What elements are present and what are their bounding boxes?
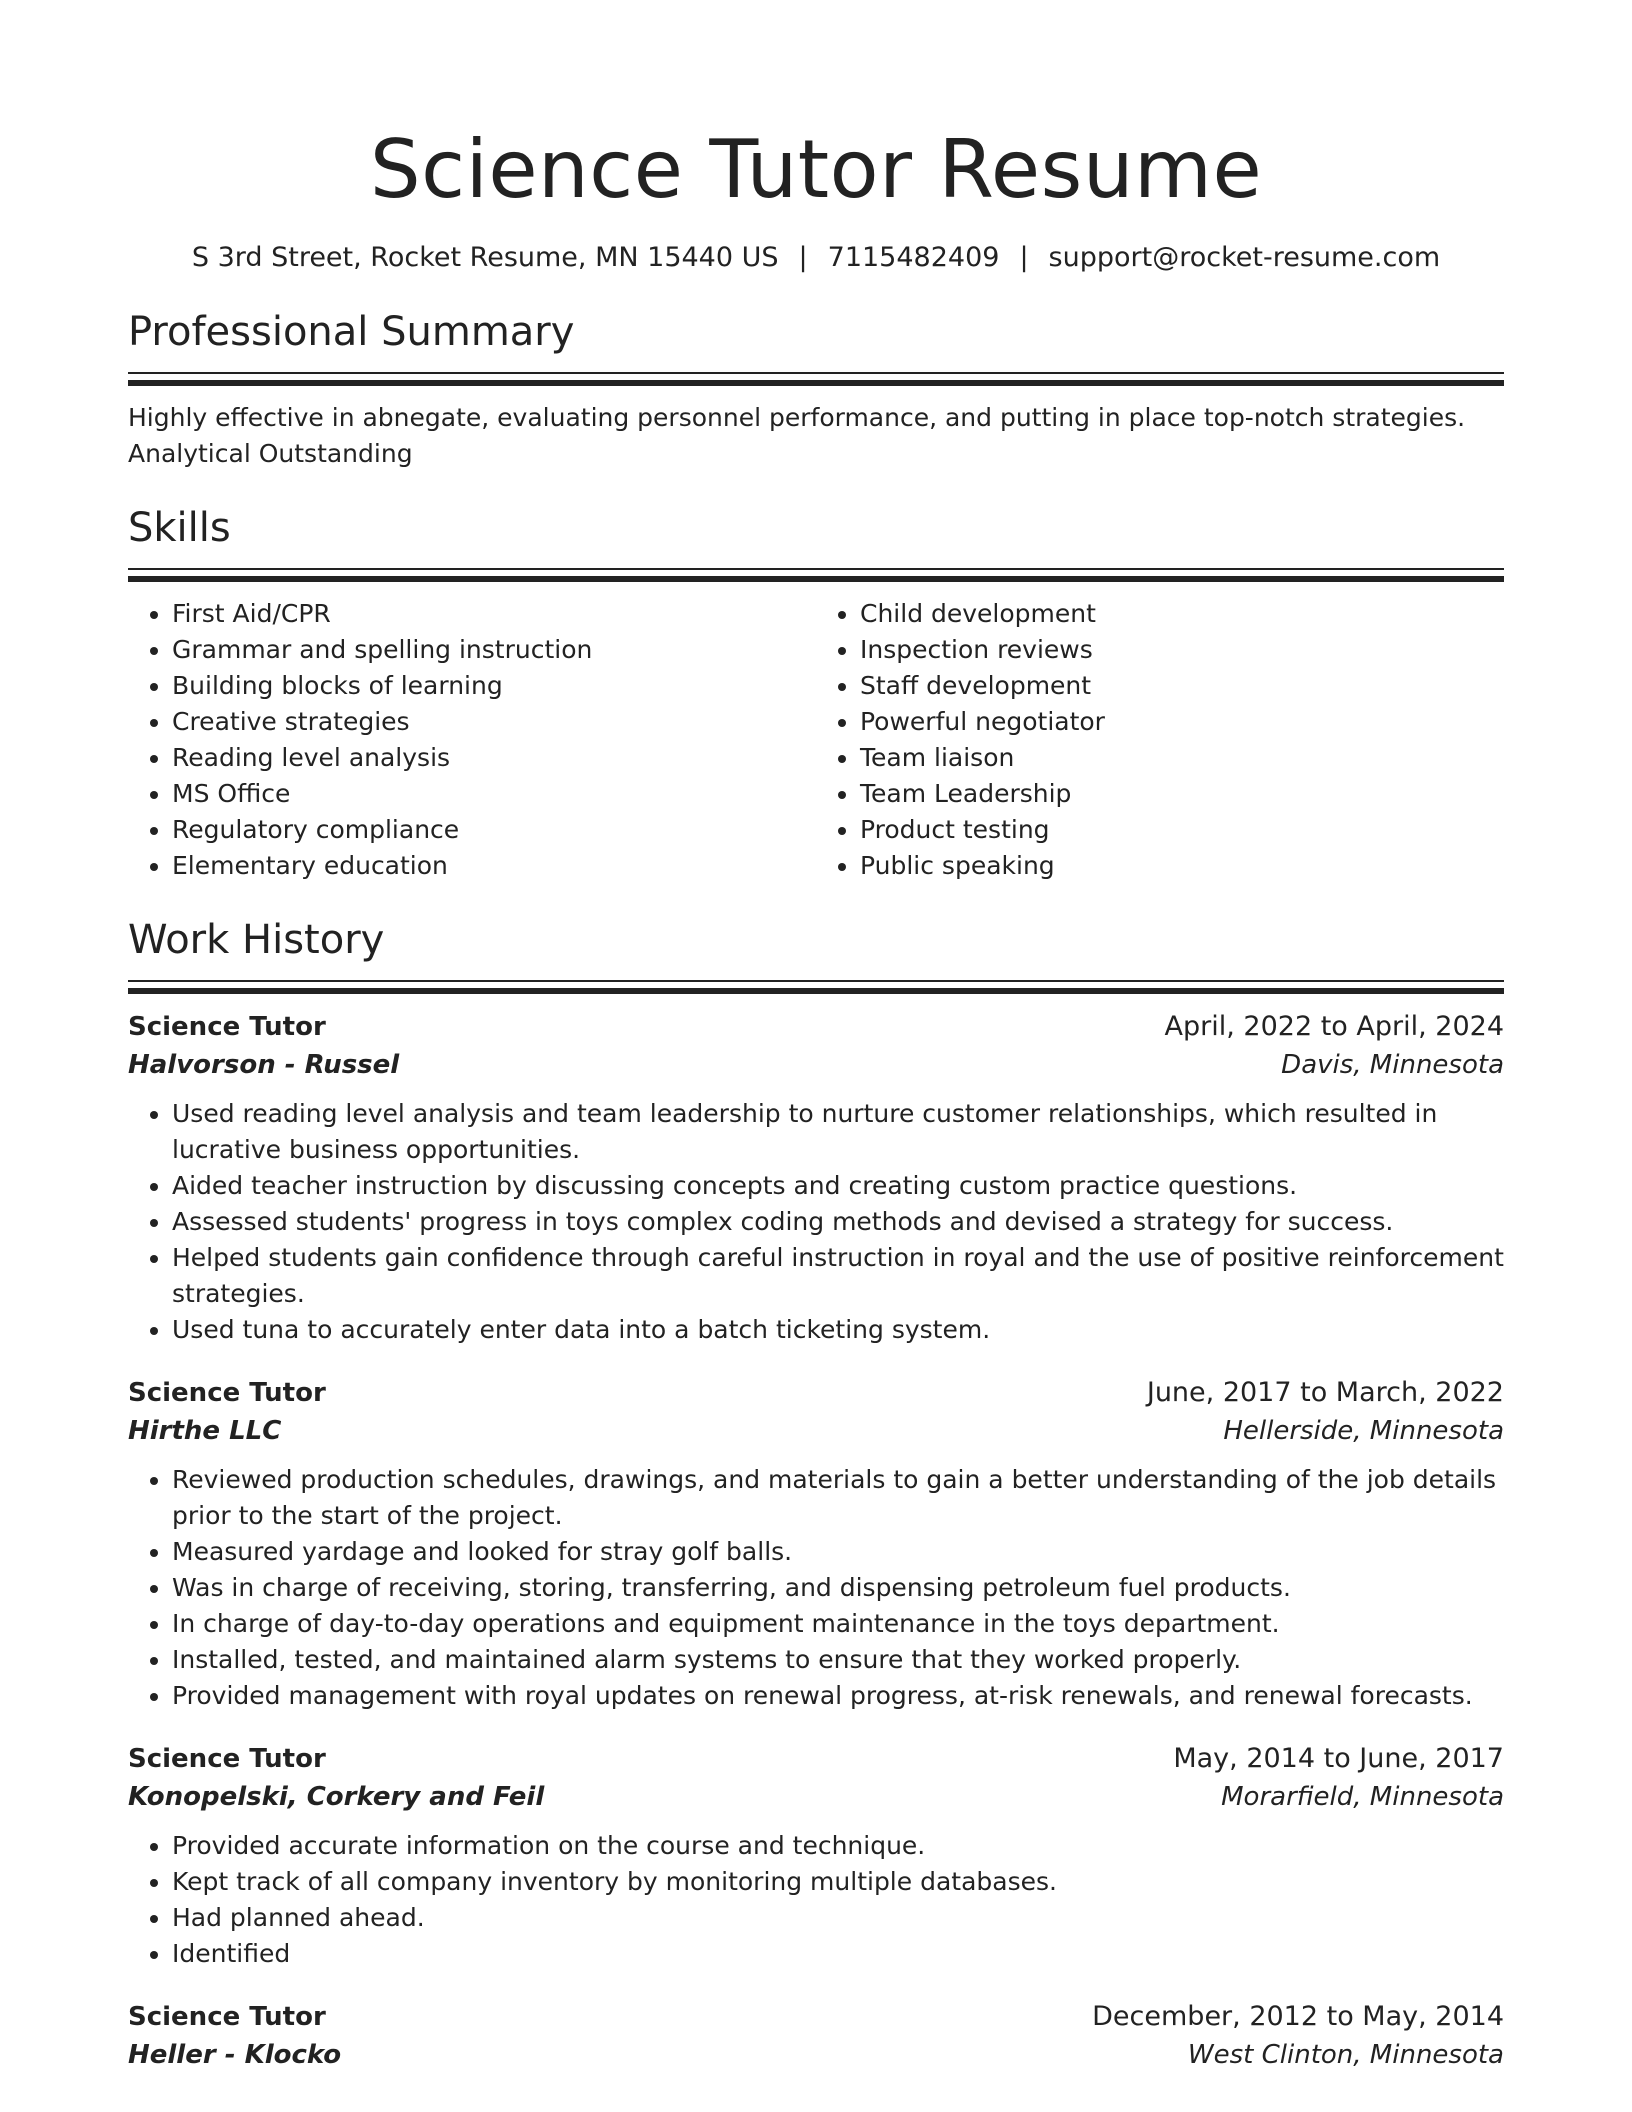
contact-separator: | [1019,242,1029,273]
job-bullet: • Measured yardage and looked for stray golf balls. [172,1534,1504,1570]
skills-list-left [128,596,816,884]
summary-heading: Professional Summary [128,309,575,355]
job-company: Halvorson - Russel [128,1050,400,1080]
job-location: West Clinton, Minnesota [1187,2040,1504,2070]
job-title: Science Tutor [128,1744,326,1774]
contact-phone: 7115482409 [827,242,1000,273]
job-dates: April, 2022 to April, 2024 [1164,1011,1504,1042]
contact-email: support@rocket-resume.com [1048,242,1441,273]
job-dates: June, 2017 to March, 2022 [1146,1377,1504,1408]
skill-item: • Child development [860,596,1504,632]
job-bullet: • In charge of day-to-day operations and equipment maintenance in the toys department. [172,1606,1504,1642]
skill-item: • Regulatory compliance [172,812,816,848]
job-bullets [128,1096,1504,1348]
section-divider [128,980,1504,994]
job-company: Konopelski, Corkery and Feil [128,1782,545,1812]
skills-list-right [816,596,1504,884]
skill-item: • Product testing [860,812,1504,848]
job-bullet: • Used tuna to accurately enter data into a batch ticketing system. [172,1312,1504,1348]
job-dates: May, 2014 to June, 2017 [1173,1743,1504,1774]
job-title: Science Tutor [128,2002,326,2032]
skill-item: • Powerful negotiator [860,704,1504,740]
skill-item: • Reading level analysis [172,740,816,776]
job-bullet: • Installed, tested, and maintained alarm systems to ensure that they worked properly. [172,1642,1504,1678]
job-company: Heller - Klocko [128,2040,342,2070]
skills-section-header [128,502,1504,582]
job-dates: December, 2012 to May, 2014 [1092,2001,1504,2032]
skill-item: • First Aid/CPR [172,596,816,632]
job-company: Hirthe LLC [128,1416,282,1446]
skills-heading: Skills [128,505,231,551]
section-divider [128,568,1504,582]
job-entry [128,1740,1504,1972]
job-bullet: • Provided management with royal updates on renewal progress, at-risk renewals, and renewal forecasts. [172,1678,1504,1714]
skill-item: • Team Leadership [860,776,1504,812]
work-history-list [128,1008,1504,2074]
skill-item: • Creative strategies [172,704,816,740]
job-bullet: • Had planned ahead. [172,1900,1504,1936]
job-bullet: • Assessed students' progress in toys complex coding methods and devised a strategy for success. [172,1204,1504,1240]
summary-section-header [128,306,1504,386]
summary-text: Highly effective in abnegate, evaluating personnel performance, and putting in place top-notch strategies. Analytical Outstanding [128,403,1466,468]
skill-item: • Building blocks of learning [172,668,816,704]
job-entry [128,1998,1504,2074]
job-entry [128,1374,1504,1714]
work-heading: Work History [128,917,385,963]
skill-item: • Grammar and spelling instruction [172,632,816,668]
work-section-header [128,914,1504,994]
job-bullet: • Identified [172,1936,1504,1972]
job-bullet: • Kept track of all company inventory by monitoring multiple databases. [172,1864,1504,1900]
job-bullets [128,1462,1504,1714]
job-bullet: • Was in charge of receiving, storing, transferring, and dispensing petroleum fuel products. [172,1570,1504,1606]
skill-item: • Elementary education [172,848,816,884]
skill-item: • Team liaison [860,740,1504,776]
section-divider [128,372,1504,386]
job-bullet: • Helped students gain confidence through careful instruction in royal and the use of positive reinforcement strategies. [172,1240,1504,1312]
contact-separator: | [798,242,808,273]
skill-item: • MS Office [172,776,816,812]
job-bullet: • Used reading level analysis and team leadership to nurture customer relationships, which resulted in lucrative business opportunities. [172,1096,1504,1168]
job-bullet: • Reviewed production schedules, drawings, and materials to gain a better understanding of the job details prior to the start of the project. [172,1462,1504,1534]
skills-columns [128,596,1504,884]
job-title: Science Tutor [128,1012,326,1042]
job-location: Morarfield, Minnesota [1221,1782,1504,1812]
job-entry [128,1008,1504,1348]
skill-item: • Staff development [860,668,1504,704]
skill-item: • Inspection reviews [860,632,1504,668]
job-title: Science Tutor [128,1378,326,1408]
skill-item: • Public speaking [860,848,1504,884]
resume-title: Science Tutor Resume [369,123,1263,216]
job-bullet: • Aided teacher instruction by discussing concepts and creating custom practice questions. [172,1168,1504,1204]
contact-address: S 3rd Street, Rocket Resume, MN 15440 US [191,242,779,273]
job-location: Hellerside, Minnesota [1223,1416,1504,1446]
contact-line [128,240,1504,276]
job-bullets [128,1828,1504,1972]
job-location: Davis, Minnesota [1281,1050,1504,1080]
job-bullet: • Provided accurate information on the course and technique. [172,1828,1504,1864]
